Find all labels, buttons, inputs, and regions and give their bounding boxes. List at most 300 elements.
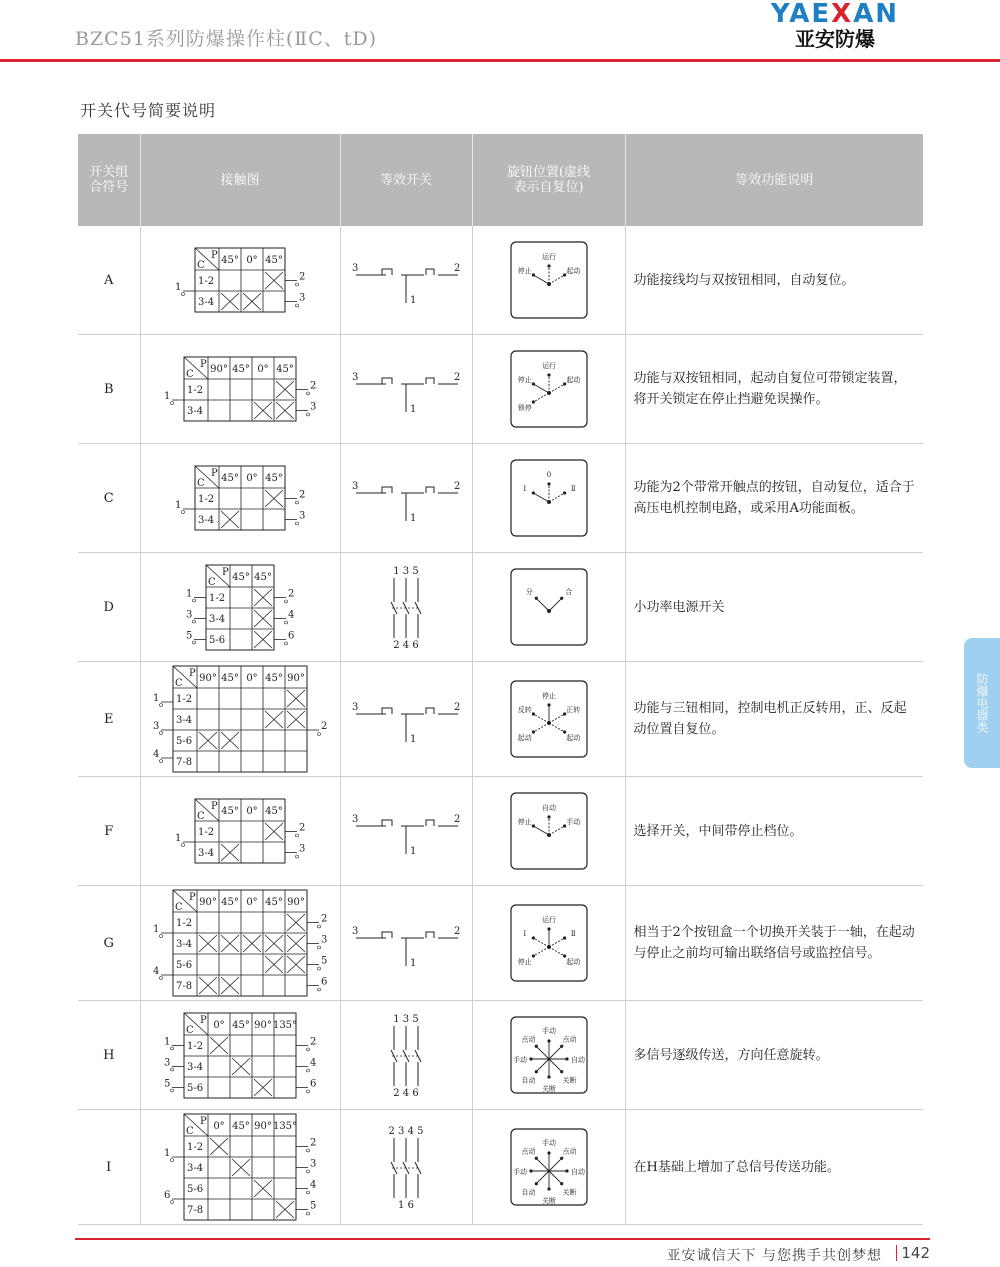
knob-position-diagram: [509, 458, 589, 538]
contact-closed-mark: [265, 823, 283, 840]
knob-cell: [472, 553, 625, 662]
function-description: 在H基础上增加了总信号传送功能。: [625, 1110, 923, 1225]
contact-closed-mark: [232, 1159, 250, 1176]
knob-position-label: 停止: [517, 958, 532, 966]
function-description: 多信号逐级传送，方向任意旋转。: [625, 1001, 923, 1110]
terminal-label: 1: [153, 693, 160, 704]
contact-closed-mark: [254, 1079, 272, 1096]
contact-row-label: 3-4: [187, 1061, 204, 1073]
svg-text:1: 1: [410, 734, 417, 745]
contact-angle-label: 45°: [221, 673, 239, 684]
contact-closed-mark: [265, 935, 283, 952]
knob-position-label: 自动: [520, 1188, 535, 1197]
terminal-label: 1: [175, 500, 182, 511]
contact-angle-label: 45°: [265, 806, 283, 817]
function-description: 功能与双按钮相同，起动自复位可带锁定装置，将开关锁定在停止挡避免误操作。: [625, 335, 923, 444]
switch-code: C: [78, 444, 140, 553]
knob-position-diagram: [509, 1015, 589, 1095]
switch-code: I: [78, 1110, 140, 1225]
knob-position-label: 点动: [520, 1035, 535, 1044]
contact-row-label: 7-8: [187, 1205, 204, 1216]
contact-row-label: 1-2: [176, 694, 193, 705]
contact-row-label: 3-4: [187, 1163, 204, 1174]
knob-position-label: 关断: [562, 1076, 577, 1085]
terminal-label: 6: [164, 1190, 171, 1201]
terminal-label: 2: [310, 380, 317, 392]
contact-row-label: 1-2: [187, 385, 204, 396]
equiv-terminal-bottom: 2 4 6: [393, 640, 419, 651]
contact-row-label: 3-4: [209, 613, 226, 625]
section-title: 开关代号简要说明: [80, 101, 217, 120]
knob-position-label: 手动: [512, 1056, 527, 1064]
category-side-tab: 防爆电器类: [964, 638, 1000, 768]
knob-position-label: 关断: [562, 1188, 577, 1197]
function-description: 选择开关，中间带停止档位。: [625, 777, 923, 886]
equiv-terminal-top: 1 3 5: [393, 1014, 419, 1025]
svg-text:C: C: [175, 902, 183, 913]
contact-angle-label: 45°: [221, 473, 239, 484]
contact-angle-label: 45°: [221, 806, 239, 817]
knob-cell: [472, 444, 625, 553]
contact-closed-mark: [243, 935, 261, 952]
contact-row-label: 3-4: [176, 715, 193, 726]
equiv-cell: [340, 886, 472, 1001]
terminal-label: 1: [175, 282, 182, 293]
knob-position-label: 停止: [517, 818, 532, 826]
contact-angle-label: 45°: [265, 897, 283, 908]
function-description: 功能为2个带常开触点的按钮，自动复位，适合于高压电机控制电路，或采用A功能面板。: [625, 444, 923, 553]
contact-closed-mark: [287, 711, 305, 728]
svg-text:1: 1: [410, 513, 417, 524]
svg-text:1: 1: [410, 295, 417, 306]
knob-position-label: 运行: [541, 916, 556, 924]
terminal-label: 3: [299, 292, 306, 304]
terminal-label: 3: [310, 1158, 317, 1170]
knob-position-label: 起动: [565, 734, 580, 742]
contact-angle-label: 90°: [254, 1121, 272, 1132]
contact-closed-mark: [287, 914, 305, 931]
svg-text:1: 1: [410, 958, 417, 969]
knob-cell: [472, 1110, 625, 1225]
contact-angle-label: 0°: [246, 255, 258, 266]
svg-text:C: C: [175, 678, 183, 689]
contact-closed-mark: [199, 935, 217, 952]
svg-text:2: 2: [454, 372, 461, 383]
contact-cell: [140, 886, 340, 1001]
terminal-label: 3: [186, 609, 193, 620]
terminal-label: 3: [299, 843, 306, 855]
knob-position-diagram: [509, 1127, 589, 1207]
terminal-label: 2: [299, 822, 306, 834]
contact-row-label: 7-8: [176, 981, 193, 992]
function-description: 功能接线均与双按钮相同，自动复位。: [625, 226, 923, 335]
svg-text:P: P: [200, 1116, 207, 1127]
svg-text:2: 2: [454, 481, 461, 492]
contact-row-label: 5-6: [187, 1184, 204, 1195]
knob-cell: [472, 1001, 625, 1110]
switch-code: B: [78, 335, 140, 444]
contact-angle-label: 45°: [265, 473, 283, 484]
terminal-label: 3: [153, 721, 160, 732]
contact-angle-label: 45°: [221, 255, 239, 266]
contact-closed-mark: [243, 293, 261, 310]
svg-text:C: C: [197, 478, 205, 489]
knob-cell: [472, 777, 625, 886]
logo-chinese: 亚安防爆: [795, 27, 875, 51]
terminal-label: 5: [321, 955, 328, 967]
svg-text:C: C: [186, 1126, 194, 1137]
knob-position-diagram: [509, 567, 589, 647]
contact-cell: [140, 553, 340, 662]
contact-angle-label: 135°: [272, 1019, 298, 1031]
contact-angle-label: 45°: [254, 571, 272, 583]
contact-diagram: [181, 561, 299, 654]
function-description: 功能与三钮相同，控制电机正反转用，正、反起动位置自复位。: [625, 662, 923, 777]
contact-closed-mark: [221, 935, 239, 952]
knob-position-label: 分: [525, 588, 533, 597]
footer-rule: [75, 1238, 930, 1240]
equivalent-switch-diagram: [346, 562, 466, 652]
contact-angle-label: 45°: [232, 1121, 250, 1132]
contact-closed-mark: [276, 1201, 294, 1218]
svg-text:C: C: [208, 576, 216, 588]
terminal-label: 4: [288, 609, 295, 620]
terminal-label: 1: [164, 391, 171, 402]
contact-angle-label: 0°: [246, 673, 258, 684]
contact-closed-mark: [199, 977, 217, 994]
contact-cell: [140, 1110, 340, 1225]
table-row: [78, 444, 923, 553]
svg-text:C: C: [186, 1024, 194, 1036]
svg-text:3: 3: [352, 263, 359, 274]
terminal-label: 2: [299, 271, 306, 283]
header-knob: 旋钮位置(虚线表示自复位): [472, 134, 625, 226]
contact-cell: [140, 226, 340, 335]
equivalent-switch-diagram: [346, 344, 466, 434]
knob-position-label: Ⅱ: [570, 485, 576, 493]
contact-diagram: [170, 244, 310, 316]
table-row: [78, 777, 923, 886]
equivalent-switch-diagram: [346, 674, 466, 764]
knob-position-diagram: [509, 240, 589, 320]
knob-position-label: 自动: [520, 1076, 535, 1085]
knob-position-label: Ⅰ: [522, 930, 526, 938]
knob-position-label: 关断: [541, 1085, 556, 1093]
contact-row-label: 5-6: [176, 960, 193, 971]
contact-angle-label: 0°: [213, 1121, 225, 1132]
equiv-cell: [340, 335, 472, 444]
svg-text:2: 2: [454, 814, 461, 825]
contact-closed-mark: [221, 977, 239, 994]
contact-diagram: [159, 1110, 321, 1224]
contact-closed-mark: [210, 1138, 228, 1155]
contact-row-label: 1-2: [198, 494, 215, 505]
contact-row-label: 5-6: [209, 634, 226, 646]
table-row: [78, 1110, 923, 1225]
contact-angle-label: 90°: [199, 673, 217, 684]
contact-cell: [140, 444, 340, 553]
terminal-label: 4: [153, 966, 160, 977]
switch-code: A: [78, 226, 140, 335]
equiv-terminal-top: 1 3 5: [393, 566, 419, 577]
equivalent-switch-diagram: [346, 453, 466, 543]
contact-row-label: 1-2: [176, 918, 193, 929]
knob-position-label: Ⅱ: [570, 930, 576, 938]
contact-angle-label: 45°: [232, 1019, 250, 1031]
terminal-label: 2: [299, 489, 306, 501]
contact-angle-label: 0°: [246, 806, 258, 817]
knob-position-label: 手动: [541, 1027, 556, 1035]
header-code: 开关组合符号: [78, 134, 140, 226]
contact-angle-label: 135°: [272, 1121, 298, 1132]
terminal-label: 5: [164, 1078, 171, 1089]
contact-closed-mark: [287, 956, 305, 973]
equiv-terminal-bottom: 1 6: [398, 1200, 414, 1211]
contact-angle-label: 90°: [287, 673, 305, 684]
brand-logo: [765, 0, 905, 50]
svg-text:P: P: [211, 250, 218, 261]
equiv-cell: [340, 553, 472, 662]
knob-position-label: 正转: [565, 706, 580, 714]
contact-closed-mark: [265, 956, 283, 973]
contact-row-label: 7-8: [176, 757, 193, 768]
switch-code-table: [78, 134, 923, 1225]
terminal-label: 2: [321, 721, 328, 732]
svg-text:P: P: [189, 892, 196, 903]
contact-angle-label: 45°: [265, 673, 283, 684]
contact-row-label: 5-6: [187, 1082, 204, 1094]
contact-row-label: 1-2: [198, 827, 215, 838]
svg-text:C: C: [197, 811, 205, 822]
footer-slogan: 亚安诚信天下 与您携手共创梦想: [666, 1248, 882, 1264]
knob-position-label: 锁停: [517, 404, 532, 412]
terminal-label: 4: [153, 749, 160, 760]
contact-row-label: 3-4: [198, 297, 215, 308]
terminal-label: 5: [310, 1200, 317, 1212]
table-row: [78, 335, 923, 444]
contact-angle-label: 0°: [246, 473, 258, 484]
svg-text:3: 3: [352, 702, 359, 713]
svg-text:2: 2: [454, 702, 461, 713]
contact-closed-mark: [221, 732, 239, 749]
contact-cell: [140, 777, 340, 886]
knob-position-label: 停止: [541, 692, 556, 700]
contact-angle-label: 90°: [199, 897, 217, 908]
svg-text:2: 2: [454, 263, 461, 274]
contact-cell: [140, 1001, 340, 1110]
svg-text:3: 3: [352, 926, 359, 937]
equiv-cell: [340, 1001, 472, 1110]
header-equiv: 等效开关: [340, 134, 472, 226]
knob-position-label: 起动: [565, 376, 580, 384]
contact-closed-mark: [221, 844, 239, 861]
contact-cell: [140, 335, 340, 444]
table-row: [78, 553, 923, 662]
contact-diagram: [170, 462, 310, 534]
contact-angle-label: 90°: [287, 897, 305, 908]
knob-position-label: Ⅰ: [522, 485, 526, 493]
contact-diagram: [159, 353, 321, 425]
terminal-label: 4: [310, 1179, 317, 1191]
logo-english: YAEXAN: [770, 0, 900, 29]
contact-closed-mark: [254, 589, 272, 606]
equivalent-switch-diagram: [346, 235, 466, 325]
contact-closed-mark: [287, 690, 305, 707]
knob-position-label: 运行: [541, 362, 556, 370]
svg-text:P: P: [189, 668, 196, 679]
knob-position-label: 自动: [570, 1056, 585, 1064]
svg-text:C: C: [186, 369, 194, 380]
contact-closed-mark: [199, 732, 217, 749]
contact-angle-label: 45°: [221, 897, 239, 908]
knob-position-label: 0: [546, 471, 551, 479]
contact-angle-label: 45°: [265, 255, 283, 266]
contact-row-label: 1-2: [198, 276, 215, 287]
switch-code: G: [78, 886, 140, 1001]
contact-closed-mark: [210, 1037, 228, 1054]
knob-cell: [472, 335, 625, 444]
terminal-label: 2: [310, 1137, 317, 1149]
function-description: 小功率电源开关: [625, 553, 923, 662]
contact-row-label: 3-4: [198, 515, 215, 526]
terminal-label: 5: [186, 630, 193, 641]
equivalent-switch-diagram: [346, 1122, 466, 1212]
contact-closed-mark: [221, 293, 239, 310]
knob-position-label: 起动: [565, 267, 580, 275]
contact-closed-mark: [254, 610, 272, 627]
knob-position-label: 自动: [570, 1168, 585, 1176]
knob-position-label: 起动: [565, 958, 580, 966]
page-number: 142: [901, 1244, 930, 1262]
svg-text:2: 2: [454, 926, 461, 937]
contact-angle-label: 90°: [254, 1019, 272, 1031]
contact-angle-label: 45°: [232, 364, 250, 375]
table-row: [78, 226, 923, 335]
svg-text:P: P: [211, 468, 218, 479]
terminal-label: 3: [321, 934, 328, 946]
contact-row-label: 1-2: [209, 592, 226, 604]
table-row: [78, 886, 923, 1001]
contact-angle-label: 0°: [213, 1019, 225, 1031]
svg-text:P: P: [200, 1014, 207, 1026]
equiv-cell: [340, 444, 472, 553]
terminal-label: 2: [310, 1036, 317, 1047]
equivalent-switch-diagram: [346, 786, 466, 876]
terminal-label: 6: [288, 630, 295, 641]
terminal-label: 1: [164, 1036, 171, 1047]
knob-cell: [472, 226, 625, 335]
svg-text:1: 1: [410, 404, 417, 415]
contact-diagram: [148, 662, 332, 776]
contact-closed-mark: [254, 402, 272, 419]
contact-row-label: 3-4: [187, 406, 204, 417]
header-rule: [0, 59, 1000, 62]
switch-code: D: [78, 553, 140, 662]
knob-position-label: 自动: [541, 804, 556, 812]
contact-row-label: 3-4: [198, 848, 215, 859]
svg-text:C: C: [197, 260, 205, 271]
knob-position-label: 起动: [517, 734, 532, 742]
contact-closed-mark: [265, 490, 283, 507]
knob-position-label: 点动: [562, 1147, 577, 1156]
knob-position-label: 运行: [541, 253, 556, 261]
terminal-label: 2: [321, 913, 328, 925]
equiv-cell: [340, 777, 472, 886]
contact-row-label: 1-2: [187, 1142, 204, 1153]
equiv-cell: [340, 662, 472, 777]
equiv-terminal-bottom: 2 4 6: [393, 1088, 419, 1099]
contact-angle-label: 90°: [210, 364, 228, 375]
equivalent-switch-diagram: [346, 1010, 466, 1100]
knob-position-label: 手动: [512, 1168, 527, 1176]
terminal-label: 1: [175, 833, 182, 844]
contact-diagram: [159, 1009, 321, 1102]
knob-cell: [472, 662, 625, 777]
header-contact: 接触图: [140, 134, 340, 226]
terminal-label: 1: [164, 1148, 171, 1159]
svg-text:P: P: [200, 359, 207, 370]
contact-cell: [140, 662, 340, 777]
terminal-label: 6: [310, 1078, 317, 1089]
knob-position-label: 合: [564, 588, 572, 597]
contact-closed-mark: [232, 1058, 250, 1075]
svg-text:3: 3: [352, 372, 359, 383]
footer-separator: [896, 1245, 897, 1261]
knob-position-diagram: [509, 791, 589, 871]
switch-code: H: [78, 1001, 140, 1110]
contact-closed-mark: [221, 511, 239, 528]
contact-closed-mark: [254, 1180, 272, 1197]
contact-angle-label: 45°: [232, 571, 250, 583]
knob-position-label: 手动: [565, 818, 580, 826]
svg-text:1: 1: [410, 846, 417, 857]
svg-text:3: 3: [352, 814, 359, 825]
knob-position-label: 手动: [541, 1139, 556, 1147]
svg-text:P: P: [222, 566, 229, 578]
terminal-label: 3: [164, 1057, 171, 1068]
equiv-terminal-top: 2 3 4 5: [388, 1126, 424, 1137]
table-row: [78, 1001, 923, 1110]
knob-position-label: 停止: [517, 376, 532, 384]
contact-angle-label: 0°: [246, 897, 258, 908]
terminal-label: 1: [186, 588, 193, 599]
header-function: 等效功能说明: [625, 134, 923, 226]
knob-position-label: 反转: [517, 706, 532, 714]
knob-position-label: 点动: [562, 1035, 577, 1044]
knob-position-label: 关断: [541, 1197, 556, 1205]
contact-diagram: [170, 795, 310, 867]
knob-position-diagram: [509, 349, 589, 429]
terminal-label: 2: [288, 588, 295, 599]
table-row: [78, 662, 923, 777]
equiv-cell: [340, 1110, 472, 1225]
equiv-cell: [340, 226, 472, 335]
terminal-label: 3: [299, 510, 306, 522]
contact-closed-mark: [265, 272, 283, 289]
switch-code: F: [78, 777, 140, 886]
contact-row-label: 5-6: [176, 736, 193, 747]
svg-text:P: P: [211, 801, 218, 812]
function-description: 相当于2个按钮盒一个切换开关装于一轴，在起动与停止之前均可输出联络信号或监控信号。: [625, 886, 923, 1001]
knob-position-label: 点动: [520, 1147, 535, 1156]
terminal-label: 4: [310, 1057, 317, 1068]
contact-row-label: 3-4: [176, 939, 193, 950]
contact-angle-label: 0°: [257, 364, 269, 375]
terminal-label: 1: [153, 924, 160, 935]
contact-closed-mark: [276, 402, 294, 419]
table-header-row: [78, 134, 923, 226]
document-title: BZC51系列防爆操作柱(ⅡC、tD): [75, 28, 378, 50]
